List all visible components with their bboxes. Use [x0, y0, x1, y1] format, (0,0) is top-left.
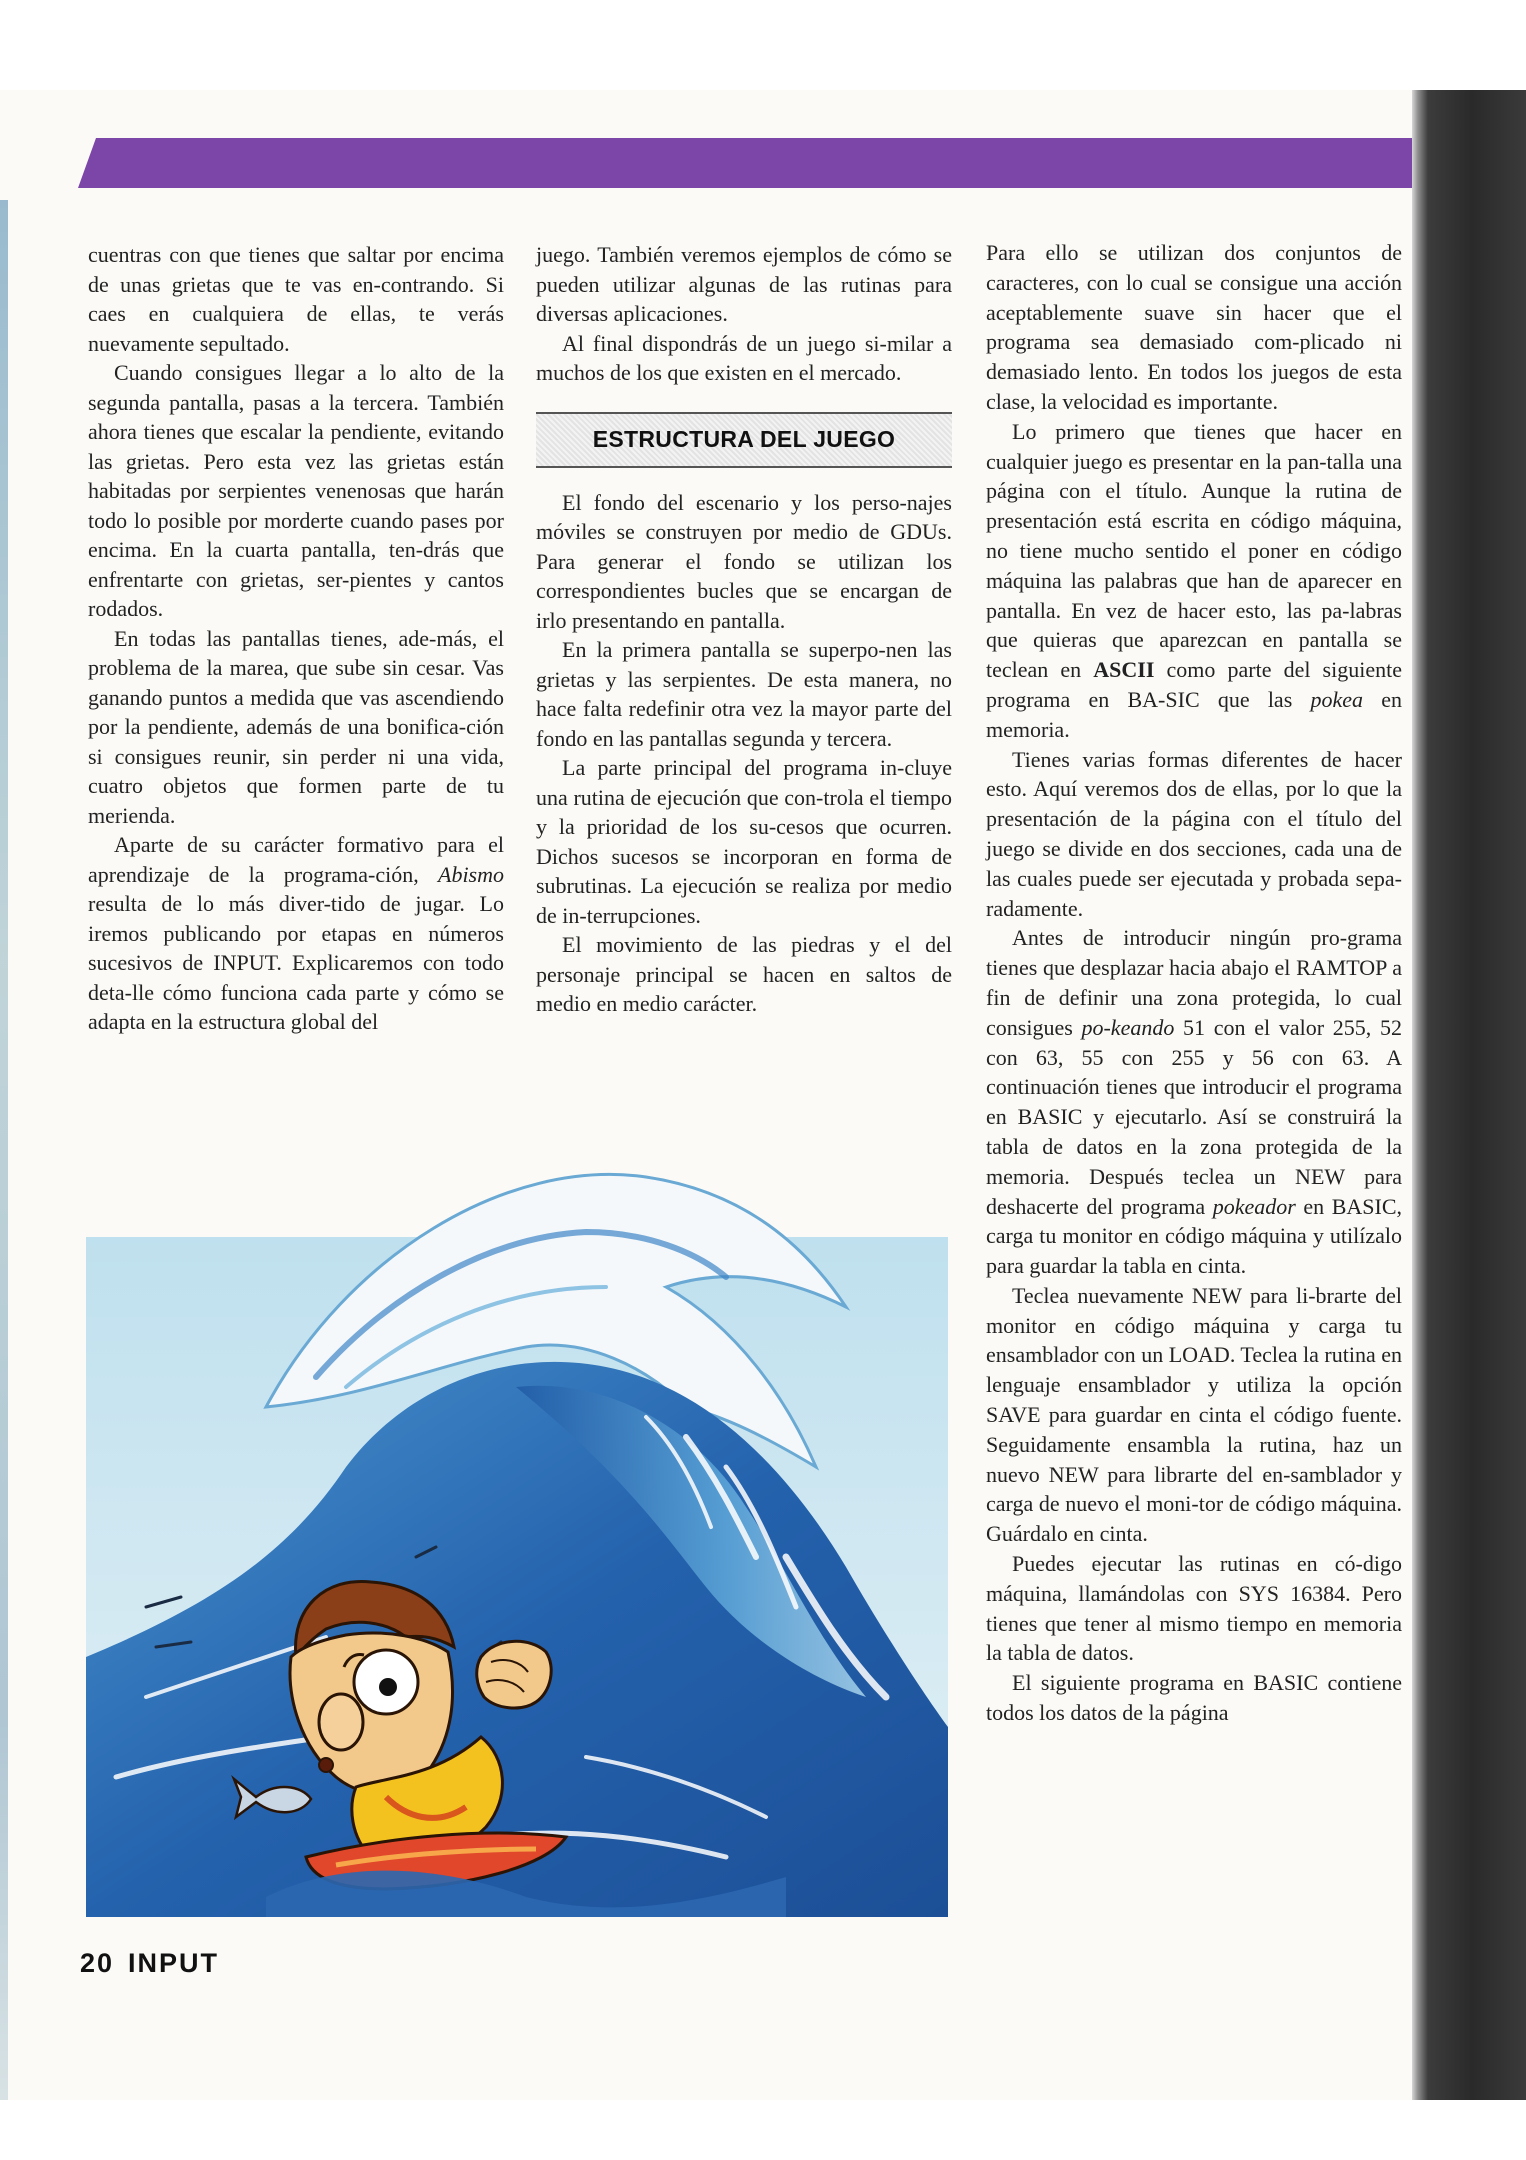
- text-run: en BASIC, carga tu monitor en código máquina y utilízalo para guardar la tabla en cinta.: [986, 1193, 1402, 1279]
- magazine-name: INPUT: [128, 1948, 220, 1978]
- paragraph: [88, 830, 504, 1037]
- surfer-fist: [477, 1641, 551, 1708]
- header-color-band: [78, 138, 1412, 188]
- text-column-3: [986, 238, 1402, 1728]
- paragraph: Teclea nuevamente NEW para li-brarte del monitor en código máquina y carga tu ensamblador con un LOAD. Teclea la rutina en lenguaje ensamblador y utiliza la opción SAVE para guardar en cinta el código fuente. Seguidamente ensambla la rutina, haz un nuevo NEW para librarte del en-samblador y carga de nuevo el moni-tor de código máquina. Guárdalo en cinta.: [986, 1282, 1402, 1547]
- paragraph: Cuando consigues llegar a lo alto de la segunda pantalla, pasas a la tercera. También ahora tienes que escalar la pendiente, evitando las grietas. Pero esta vez las grietas están habitadas por serpientes venenosas que harán todo lo posible por morderte cuando pases por encima. En la cuarta pantalla, ten-drás que enfrentarte con grietas, ser-pientes y cantos rodados.: [88, 360, 504, 621]
- text-italic: pokea: [1310, 686, 1364, 712]
- text-italic: po-keando: [1081, 1014, 1175, 1040]
- text-column-1: [88, 240, 504, 1037]
- paragraph: En todas las pantallas tienes, ade-más, el problema de la marea, que sube sin cesar. Vas ganando puntos a medida que vas ascendiendo por la pendiente, además de una bonifica-ción si consigues reunir, sin perder ni una vida, cuatro objetos que formen parte de tu merienda.: [88, 625, 504, 828]
- paragraph: Puedes ejecutar las rutinas en có-digo máquina, llamándolas con SYS 16384. Pero tienes que tener al mismo tiempo en memoria la tabla de datos.: [986, 1551, 1402, 1666]
- paragraph: El movimiento de las piedras y el del personaje principal se hacen en saltos de medio en medio carácter.: [536, 932, 952, 1016]
- text-italic: pokeador: [1212, 1193, 1296, 1219]
- page-footer: [80, 1948, 233, 1979]
- paragraph: Tienes varias formas diferentes de hacer esto. Aquí veremos dos de ellas, por lo que la presentación de la página con el título del juego se divide en dos secciones, cada una de las cuales puede ser ejecutada y probada sepa-radamente.: [986, 746, 1402, 921]
- text-run: Aparte de su carácter formativo para el aprendizaje de la programa-ción,: [88, 832, 504, 887]
- text-run: en memoria.: [986, 686, 1402, 742]
- paragraph: juego. También veremos ejemplos de cómo se pueden utilizar algunas de las rutinas para diversas aplicaciones.: [536, 242, 952, 326]
- paragraph: [986, 417, 1402, 745]
- wave-surfer-illustration: [86, 1137, 948, 1917]
- text-run: como parte del siguiente programa en BA-SIC que las: [986, 657, 1402, 712]
- paragraph: [986, 923, 1402, 1281]
- page-number: 20: [80, 1948, 115, 1978]
- game-title-italic: Abismo: [438, 861, 504, 887]
- text-bold: ASCII: [1093, 657, 1155, 683]
- surfer-nose: [319, 1694, 363, 1750]
- section-heading: ESTRUCTURA DEL JUEGO: [592, 425, 896, 452]
- paragraph: cuentras con que tienes que saltar por encima de unas grietas que te vas en-contrando. Si caes en cualquiera de ellas, te verás nuevamente sepultado.: [88, 242, 504, 356]
- left-page-edge: [0, 200, 8, 2100]
- text-run: Antes de introducir ningún pro-grama tienes que desplazar hacia abajo el RAMTOP a fin de definir una zona protegida, lo cual consigues: [986, 925, 1402, 1040]
- text-column-2: [536, 240, 952, 1019]
- paragraph: Al final dispondrás de un juego si-milar a muchos de los que existen en el mercado.: [536, 330, 952, 385]
- text-run: resulta de lo más diver-tido de jugar. Lo iremos publicando por etapas en números sucesivos de INPUT. Explicaremos con todo deta-lle cómo funciona cada parte y cómo se adapta en la estructura global del: [88, 891, 504, 1034]
- surfer-mouth: [319, 1758, 333, 1772]
- paragraph: El fondo del escenario y los perso-najes móviles se construyen por medio de GDUs. Para generar el fondo se utilizan los correspondientes bucles que se encargan de irlo presentando en pantalla.: [536, 489, 952, 633]
- text-run: 51 con el valor 255, 52 con 63, 55 con 255 y 56 con 63. A continuación tienes que introducir el programa en BASIC y ejecutarlo. Así se construirá la tabla de datos en la zona protegida de la memoria. Después teclea un NEW para deshacerte del programa: [986, 1014, 1402, 1219]
- paragraph: Para ello se utilizan dos conjuntos de caracteres, con lo cual se consigue una acción aceptablemente suave sin hacer que el programa sea demasiado com-plicado ni demasiado lento. En todos los juegos de esta clase, la velocidad es importante.: [986, 240, 1402, 414]
- paragraph: La parte principal del programa in-cluye una rutina de ejecución que con-trola el tiempo y la prioridad de los su-cesos que ocurren. Dichos sucesos se incorporan en forma de subrutinas. La ejecución se realiza por medio de in-terrupciones.: [536, 755, 952, 928]
- text-run: Lo primero que tienes que hacer en cualquier juego es presentar en la pan-talla una página con el título. Aunque la rutina de presentación está escrita en código máquina, no tiene mucho sentido el poner en código máquina las palabras que han de aparecer en pantalla. En vez de hacer esto, las pa-labras que quieras que aparezcan en pantalla se teclean en: [986, 418, 1402, 683]
- scanner-background-edge: [1412, 90, 1526, 2100]
- paragraph: En la primera pantalla se superpo-nen las grietas y las serpientes. De esta manera, no hace falta redefinir otra vez la mayor parte del fondo en las pantallas segunda y tercera.: [536, 637, 952, 751]
- section-heading-box: [536, 412, 952, 468]
- paragraph: El siguiente programa en BASIC contiene todos los datos de la página: [986, 1670, 1402, 1726]
